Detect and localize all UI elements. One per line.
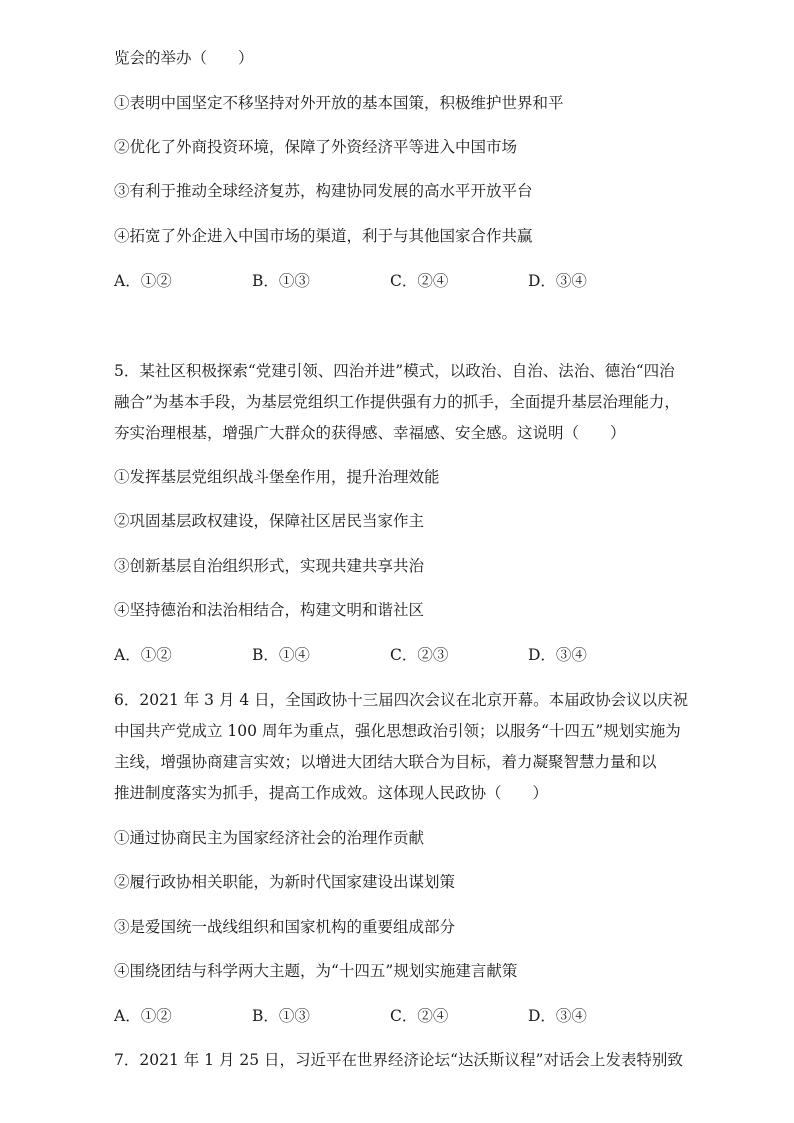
q6-option-a: A．①② (114, 1007, 172, 1025)
q5-statement-1: ①发挥基层党组织战斗堡垒作用，提升治理效能 (114, 468, 440, 486)
q6-stem-line-3: 主线，增强协商建言实效；以增进大团结大联合为目标，着力凝聚智慧力量和以 (114, 753, 657, 771)
q4-option-d: D．③④ (528, 272, 587, 290)
q5-stem-line-2: 融合”为基本手段，为基层党组织工作提供强有力的抓手，全面提升基层治理能力， (114, 393, 680, 411)
q5-statement-4: ④坚持德治和法治相结合，构建文明和谐社区 (114, 601, 425, 619)
q5-statement-3: ③创新基层自治组织形式，实现共建共享共治 (114, 557, 425, 575)
q4-option-a: A．①② (114, 272, 172, 290)
q4-statement-2: ②优化了外商投资环境，保障了外资经济平等进入中国市场 (114, 138, 518, 156)
q6-statement-4: ④围绕团结与科学两大主题，为“十四五”规划实施建言献策 (114, 962, 518, 980)
q5-option-a: A．①② (114, 646, 172, 664)
q5-option-c: C．②③ (390, 646, 449, 664)
q6-statement-3: ③是爱国统一战线组织和国家机构的重要组成部分 (114, 918, 456, 936)
q6-option-b: B．①③ (252, 1007, 310, 1025)
q4-statement-4: ④拓宽了外企进入中国市场的渠道，利于与其他国家合作共赢 (114, 227, 533, 245)
q5-statement-2: ②巩固基层政权建设，保障社区居民当家作主 (114, 512, 425, 530)
q4-option-c: C．②④ (390, 272, 449, 290)
q4-statement-3: ③有利于推动全球经济复苏，构建协同发展的高水平开放平台 (114, 182, 533, 200)
q5-option-d: D．③④ (528, 646, 587, 664)
q6-option-d: D．③④ (528, 1007, 587, 1025)
q4-stem-tail: 览会的举办（ ） (114, 49, 254, 67)
q4-statement-1: ①表明中国坚定不移坚持对外开放的基本国策，积极维护世界和平 (114, 94, 564, 112)
q4-option-b: B．①③ (252, 272, 310, 290)
q6-statement-2: ②履行政协相关职能，为新时代国家建设出谋划策 (114, 873, 456, 891)
q6-statement-1: ①通过协商民主为国家经济社会的治理作贡献 (114, 829, 425, 847)
q6-option-c: C．②④ (390, 1007, 449, 1025)
q6-stem-line-4: 推进制度落实为抓手，提高工作成效。这体现人民政协（ ） (114, 784, 549, 802)
q7-stem-line-1: 7．2021 年 1 月 25 日，习近平在世界经济论坛“达沃斯议程”对话会上发表特别致 (114, 1051, 683, 1069)
q5-option-b: B．①④ (252, 646, 310, 664)
q5-stem-line-1: 5．某社区积极探索“党建引领、四治并进”模式，以政治、自治、法治、德治“四治 (114, 362, 675, 380)
q5-stem-line-3: 夯实治理根基，增强广大群众的获得感、幸福感、安全感。这说明（ ） (114, 424, 626, 442)
q6-stem-line-2: 中国共产党成立 100 周年为重点，强化思想政治引领；以服务“十四五”规划实施为 (114, 722, 681, 740)
q6-stem-line-1: 6．2021 年 3 月 4 日，全国政协十三届四次会议在北京开幕。本届政协会议以庆祝 (114, 691, 689, 709)
